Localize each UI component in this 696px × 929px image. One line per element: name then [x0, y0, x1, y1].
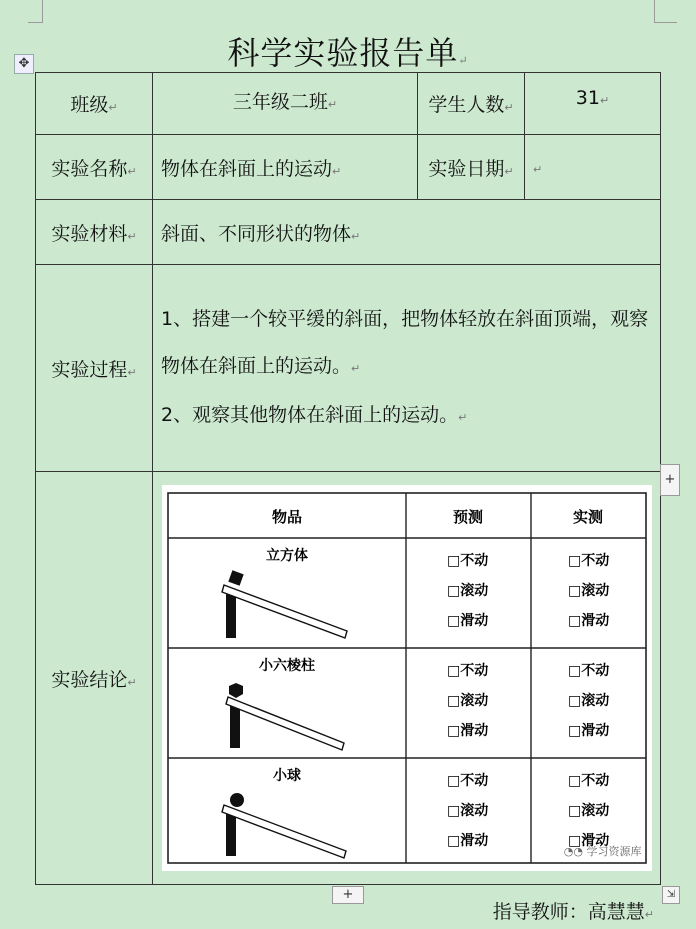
add-column-button[interactable]: + [660, 464, 680, 496]
table-row [36, 73, 661, 135]
class-label: 班级↵ [36, 73, 153, 135]
date-value[interactable]: ↵ [525, 135, 661, 200]
process-step-1: 1、搭建一个较平缓的斜面，把物体轻放在斜面顶端，观察物体在斜面上的运动。↵ [161, 307, 649, 377]
conclusion-value[interactable] [153, 472, 661, 885]
materials-label: 实验材料↵ [36, 200, 153, 265]
name-value[interactable]: 物体在斜面上的运动↵ [153, 135, 418, 200]
table-row [36, 265, 661, 472]
header-object: 物品 [271, 508, 302, 526]
experiment-table-drawing [162, 485, 652, 871]
option-item[interactable]: □滚动 [567, 693, 609, 709]
materials-value[interactable]: 斜面、不同形状的物体↵ [153, 200, 661, 265]
table-row [36, 135, 661, 200]
date-label: 实验日期↵ [418, 135, 525, 200]
process-label: 实验过程↵ [36, 265, 153, 472]
cube-ramp-icon [222, 570, 347, 638]
name-label: 实验名称↵ [36, 135, 153, 200]
option-item[interactable]: □滚动 [567, 583, 609, 599]
header-actual: 实测 [572, 508, 603, 526]
option-item[interactable]: □滑动 [567, 833, 609, 849]
ball-ramp-icon [222, 793, 346, 858]
option-item[interactable]: □滑动 [446, 613, 488, 629]
option-item[interactable]: □不动 [446, 663, 488, 679]
experiment-table-image [162, 485, 652, 871]
option-item[interactable]: □滑动 [567, 723, 609, 739]
teacher-signature: 指导教师：高慧慧↵ [492, 901, 654, 923]
option-item[interactable]: □不动 [446, 553, 488, 569]
report-table [35, 72, 661, 885]
object-hexprism: 小六棱柱 [258, 658, 315, 674]
option-item[interactable]: □不动 [567, 553, 609, 569]
students-value[interactable]: 31↵ [525, 73, 661, 135]
option-item[interactable]: □滚动 [446, 693, 488, 709]
option-item[interactable]: □滚动 [446, 583, 488, 599]
option-item[interactable]: □滑动 [567, 613, 609, 629]
class-value[interactable]: 三年级二班↵ [153, 73, 418, 135]
option-item[interactable]: □不动 [446, 773, 488, 789]
table-row [36, 472, 661, 885]
students-label: 学生人数↵ [418, 73, 525, 135]
table-resize-icon[interactable]: ⇲ [662, 886, 680, 904]
conclusion-label: 实验结论↵ [36, 472, 153, 885]
option-item[interactable]: □滑动 [446, 723, 488, 739]
page-corner-top-left [28, 0, 43, 23]
option-item[interactable]: □滚动 [567, 803, 609, 819]
object-cube: 立方体 [265, 548, 308, 564]
table-move-icon[interactable]: ✥ [14, 54, 34, 74]
watermark: ◔◔ 学习资源库 [563, 845, 642, 858]
object-ball: 小球 [272, 768, 301, 784]
option-item[interactable]: □不动 [567, 663, 609, 679]
process-value[interactable] [153, 265, 661, 472]
page-title: 科学实验报告单↵ [227, 34, 469, 72]
option-item[interactable]: □滑动 [446, 833, 488, 849]
hexagon-ramp-icon [226, 683, 344, 750]
wechat-icon: ◔◔ [563, 845, 583, 858]
page-corner-top-right [654, 0, 677, 23]
process-step-2: 2、观察其他物体在斜面上的运动。↵ [161, 403, 468, 426]
option-item[interactable]: □滚动 [446, 803, 488, 819]
option-item[interactable]: □不动 [567, 773, 609, 789]
add-row-button[interactable]: + [332, 886, 364, 904]
table-row [36, 200, 661, 265]
header-predict: 预测 [452, 508, 483, 526]
